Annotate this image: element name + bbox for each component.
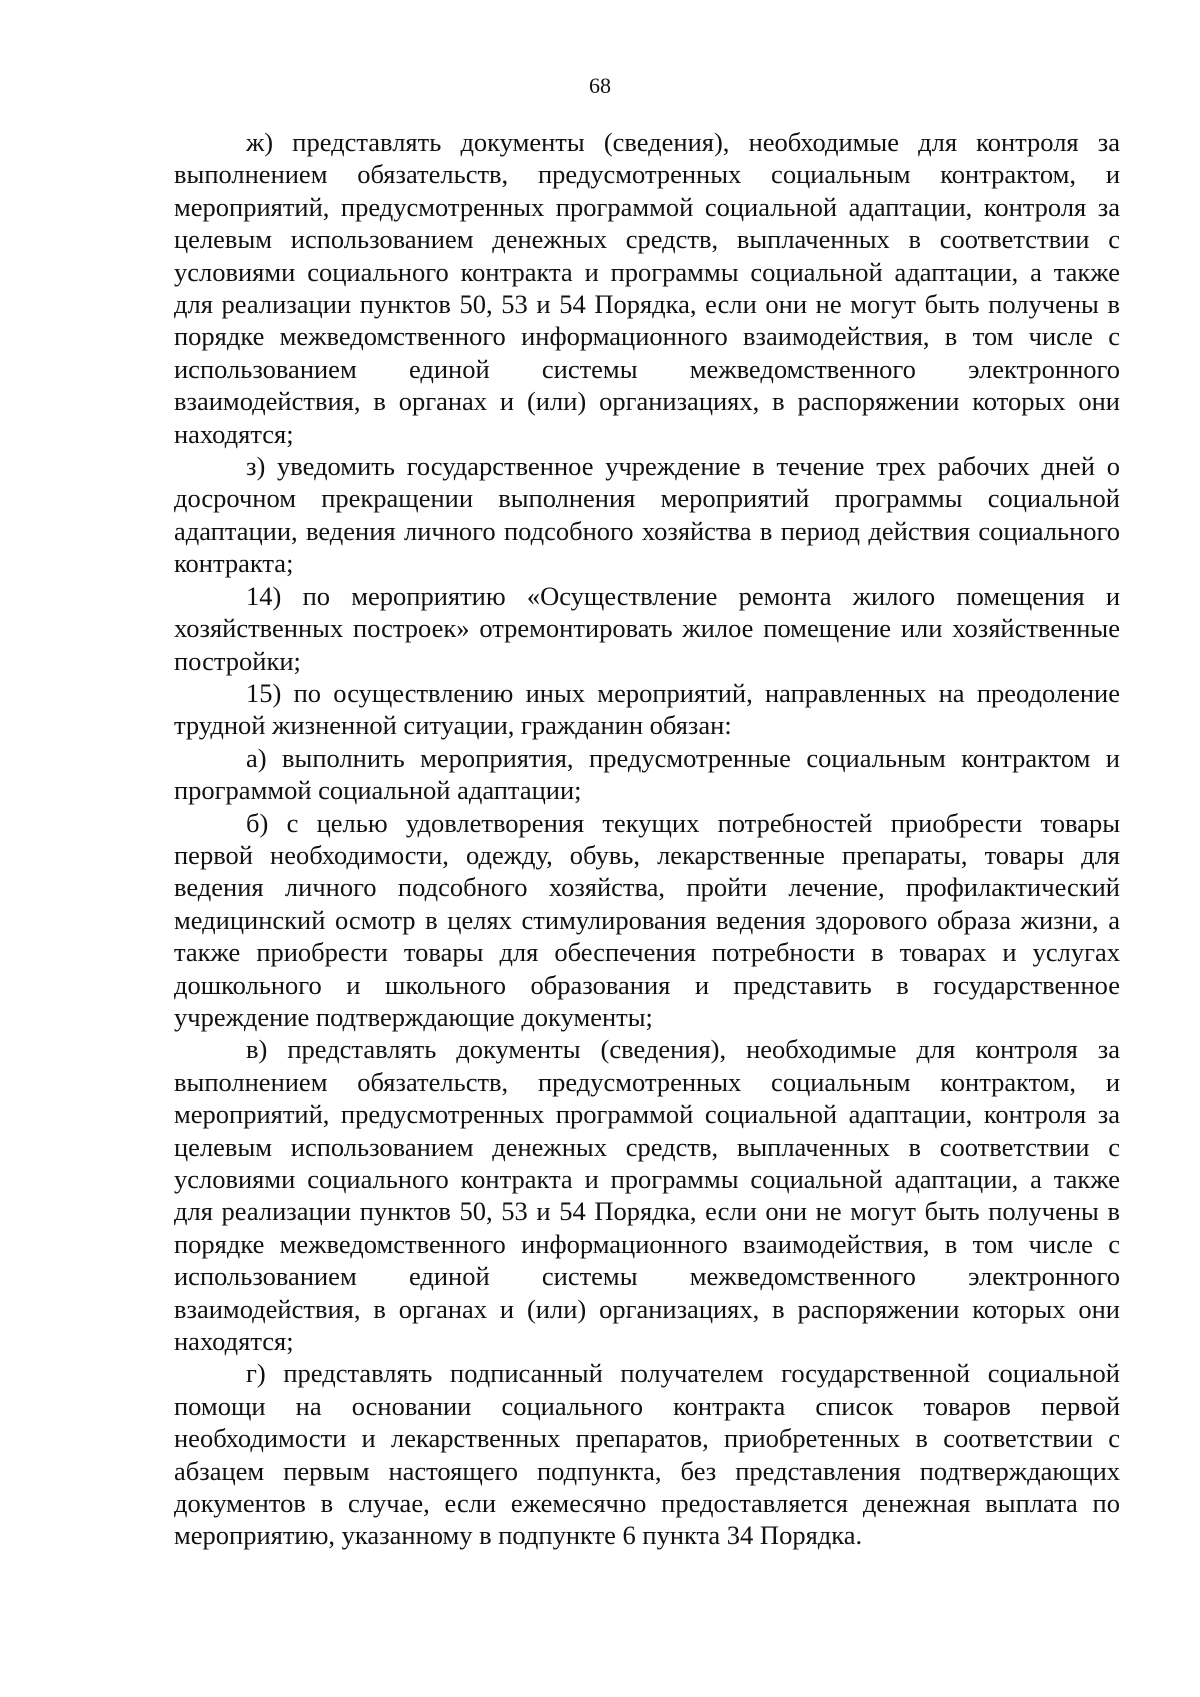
paragraph-v: в) представлять документы (сведения), необходимые для контроля за выполнением обязательств, предусмотренных социальным контрактом, и мероприятий, предусмотренных программой социальной адаптации, контроля за целевым использованием денежных средств, выплаченных в соответствии с условиями социального контракта и программы социальной адаптации, а также для реализации пунктов 50, 53 и 54 Порядка, если они не могут быть получены в порядке межведомственного информационного взаимодействия, в том числе с использованием единой системы межведомственного электронного взаимодействия, в органах и (или) организациях, в распоряжении которых они находятся; xyxy=(174,1034,1120,1357)
paragraph-a: а) выполнить мероприятия, предусмотренные социальным контрактом и программой социальной адаптации; xyxy=(174,742,1120,806)
paragraph-b: б) с целью удовлетворения текущих потребностей приобрести товары первой необходимости, одежду, обувь, лекарственные препараты, товары для ведения личного подсобного хозяйства, пройти лечение, профилактический медицинский осмотр в целях стимулирования ведения здорового образа жизни, а также приобрести товары для обеспечения потребности в товарах и услугах дошкольного и школьного образования и представить в государственное учреждение подтверждающие документы; xyxy=(174,807,1120,1032)
paragraph-14: 14) по мероприятию «Осуществление ремонта жилого помещения и хозяйственных построек» отремонтировать жилое помещение или хозяйственные постройки; xyxy=(174,580,1120,676)
paragraph-15: 15) по осуществлению иных мероприятий, направленных на преодоление трудной жизненной ситуации, гражданин обязан: xyxy=(174,677,1120,741)
page-number: 68 xyxy=(589,73,611,98)
document-body xyxy=(174,126,1120,1552)
paragraph-g: г) представлять подписанный получателем государственной социальной помощи на основании социального контракта список товаров первой необходимости и лекарственных препаратов, приобретенных в соответствии с абзацем первым настоящего подпункта, без представления подтверждающих документов в случае, если ежемесячно предоставляется денежная выплата по мероприятию, указанному в подпункте 6 пункта 34 Порядка. xyxy=(174,1358,1120,1551)
paragraph-z: з) уведомить государственное учреждение в течение трех рабочих дней о досрочном прекращении выполнения мероприятий программы социальной адаптации, ведения личного подсобного хозяйства в период действия социального контракта; xyxy=(174,451,1120,579)
paragraph-zh: ж) представлять документы (сведения), необходимые для контроля за выполнением обязательств, предусмотренных социальным контрактом, и мероприятий, предусмотренных программой социальной адаптации, контроля за целевым использованием денежных средств, выплаченных в соответствии с условиями социального контракта и программы социальной адаптации, а также для реализации пунктов 50, 53 и 54 Порядка, если они не могут быть получены в порядке межведомственного информационного взаимодействия, в том числе с использованием единой системы межведомственного электронного взаимодействия, в органах и (или) организациях, в распоряжении которых они находятся; xyxy=(174,127,1120,449)
